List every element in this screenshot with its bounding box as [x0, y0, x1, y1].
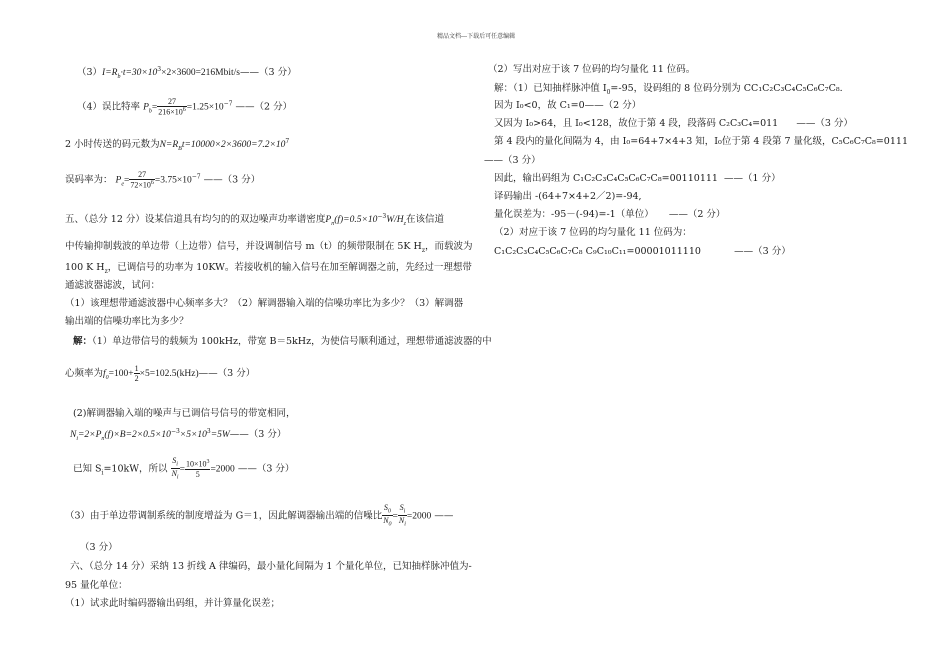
question-5-line-4: 通滤波器滤波，试问： [65, 280, 161, 291]
right-solution-line-6: 因此，输出码组为 C₁C₂C₃C₄C₅C₆C₇C₈=00110111 ——（1 分） [494, 173, 781, 184]
right-solution-line-10: C₁C₂C₃C₄C₅C₆C₇C₈ C₉C₁₀C₁₁=00001011110 ——（3 分） [494, 246, 791, 257]
solution-3-line: （3）由于单边带调制系统的制度增益为 G＝1，因此解调器输出端的信噪比 $\frac{S_0}{N_0}$ = $\frac{S_i}{N_i}$ =2000 —— [65, 503, 454, 529]
question-5-line-5: （1）该理想带通滤波器中心频率多大？（2）解调器输入端的信噪功率比为多少？（3）解调器 [65, 298, 464, 309]
question-5-line-3: 100 K $H_z$，已调信号的功率为 10KW。若接收机的输入信号在加至解调器之前，先经过一理想带 [65, 262, 472, 275]
question-6-line-1: 六、（总分 14 分）采纳 13 折线 A 律编码，最小量化间隔为 1 个量化单位，已知抽样脉冲值为- [70, 561, 472, 572]
page-header: 精品文档---下载后可任意编辑 [437, 33, 516, 40]
question-5-line-6: 输出端的信噪功率比为多少？ [65, 316, 189, 327]
question-5-line-2: 中传输抑制载波的单边带（上边带）信号，并设调制信号 m（t）的频带限制在 5K $H_z$，而载波为 [65, 241, 473, 254]
right-solution-line-4: 第 4 段内的量化间隔为 4，由 I₀=64+7×4+3 知，I₀位于第 4 段第 7 量化级，C₅C₆C₇C₈=0111 [494, 136, 908, 147]
right-solution-line-8: 量化误差为：-95－(-94)=-1（单位） ——（2 分） [494, 209, 726, 220]
question-6-line-3: （1）试求此时编码器输出码组，并计算量化误差； [65, 598, 281, 609]
solution-1-formula: 心频率为$f_0=100+$ $\frac{1}{2}$ ×5=102.5(kHz)——（3 分） [65, 364, 256, 384]
right-solution-line-5: ——（3 分） [484, 155, 541, 166]
right-solution-line-9: （2）对应于该 7 位码的均匀量化 11 位码为： [494, 227, 692, 238]
answer-3-line: $(3)I=R_b\cdot t=30\times 10^3\times 2\times 3600=216Mbit/s——(3$ 分） [77, 66, 297, 81]
solution-2-line: (2)解调器输入端的噪声与已调信号信号的带宽相同， [73, 408, 296, 419]
solution-3-score: （3 分） [80, 542, 118, 553]
solution-1-line: 解：（1）单边带信号的载频为 100kHz，带宽 B＝5kHz，为使信号顺利通过，理想带通滤波器的中 [73, 336, 492, 347]
right-q2-line: （2）写出对应于该 7 位码的均匀量化 11 位码。 [488, 64, 696, 75]
right-solution-line-7: 译码输出 -(64+7×4+2／2)=-94, [494, 191, 642, 202]
solution-2-formula: $N_i=2\times P_n(f)\times B=2\times 0.5\times 10^{-3}\times 5\times 10^3=5W——(3$ 分） [70, 428, 287, 443]
symbol-count-line: 2 小时传送的码元数为$N=R_Bt=10000\times 2\times 3600=7.2\times 10^7$ [65, 138, 290, 153]
right-solution-line-2: 因为 I₀<0，故 C₁=0——（2 分） [494, 100, 642, 111]
solution-2-snr: 已知 $S_i=10kW$，所以 $\frac{S_i}{N_i}$ = $\frac{10\times 10^3}{5}$ =2000 ——（3 分） [73, 456, 295, 482]
right-solution-line-1: 解：（1）已知抽样脉冲值 $I_0=-95$，设码组的 8 位码分别为 CC₁C₂C₃C₄C₅C₆C₇C₈. [494, 83, 843, 96]
right-solution-line-3: 又因为 I₀>64，且 I₀<128，故位于第 4 段，段落码 C₂C₃C₄=011 ——（3 分） [494, 118, 853, 129]
question-6-line-2: 95 量化单位： [65, 580, 128, 591]
error-rate-line: 误码率为： $P_e=$ $\frac{27}{72\times 10^6}$ $=3.75\times 10^{-7}$ ——（3 分） [65, 170, 261, 190]
question-5-line-1: 五、（总分 12 分）设某信道具有均匀的的双边噪声功率谱密度$P_n(f)=0.5\times 10^{-3}W/H_z$在该信道 [65, 213, 445, 228]
answer-4-line: （4）误比特率 $P_b=$ $\frac{27}{216\times 10^6}$ $=1.25\times 10^{-7}$ ——（2 分） [77, 97, 293, 117]
